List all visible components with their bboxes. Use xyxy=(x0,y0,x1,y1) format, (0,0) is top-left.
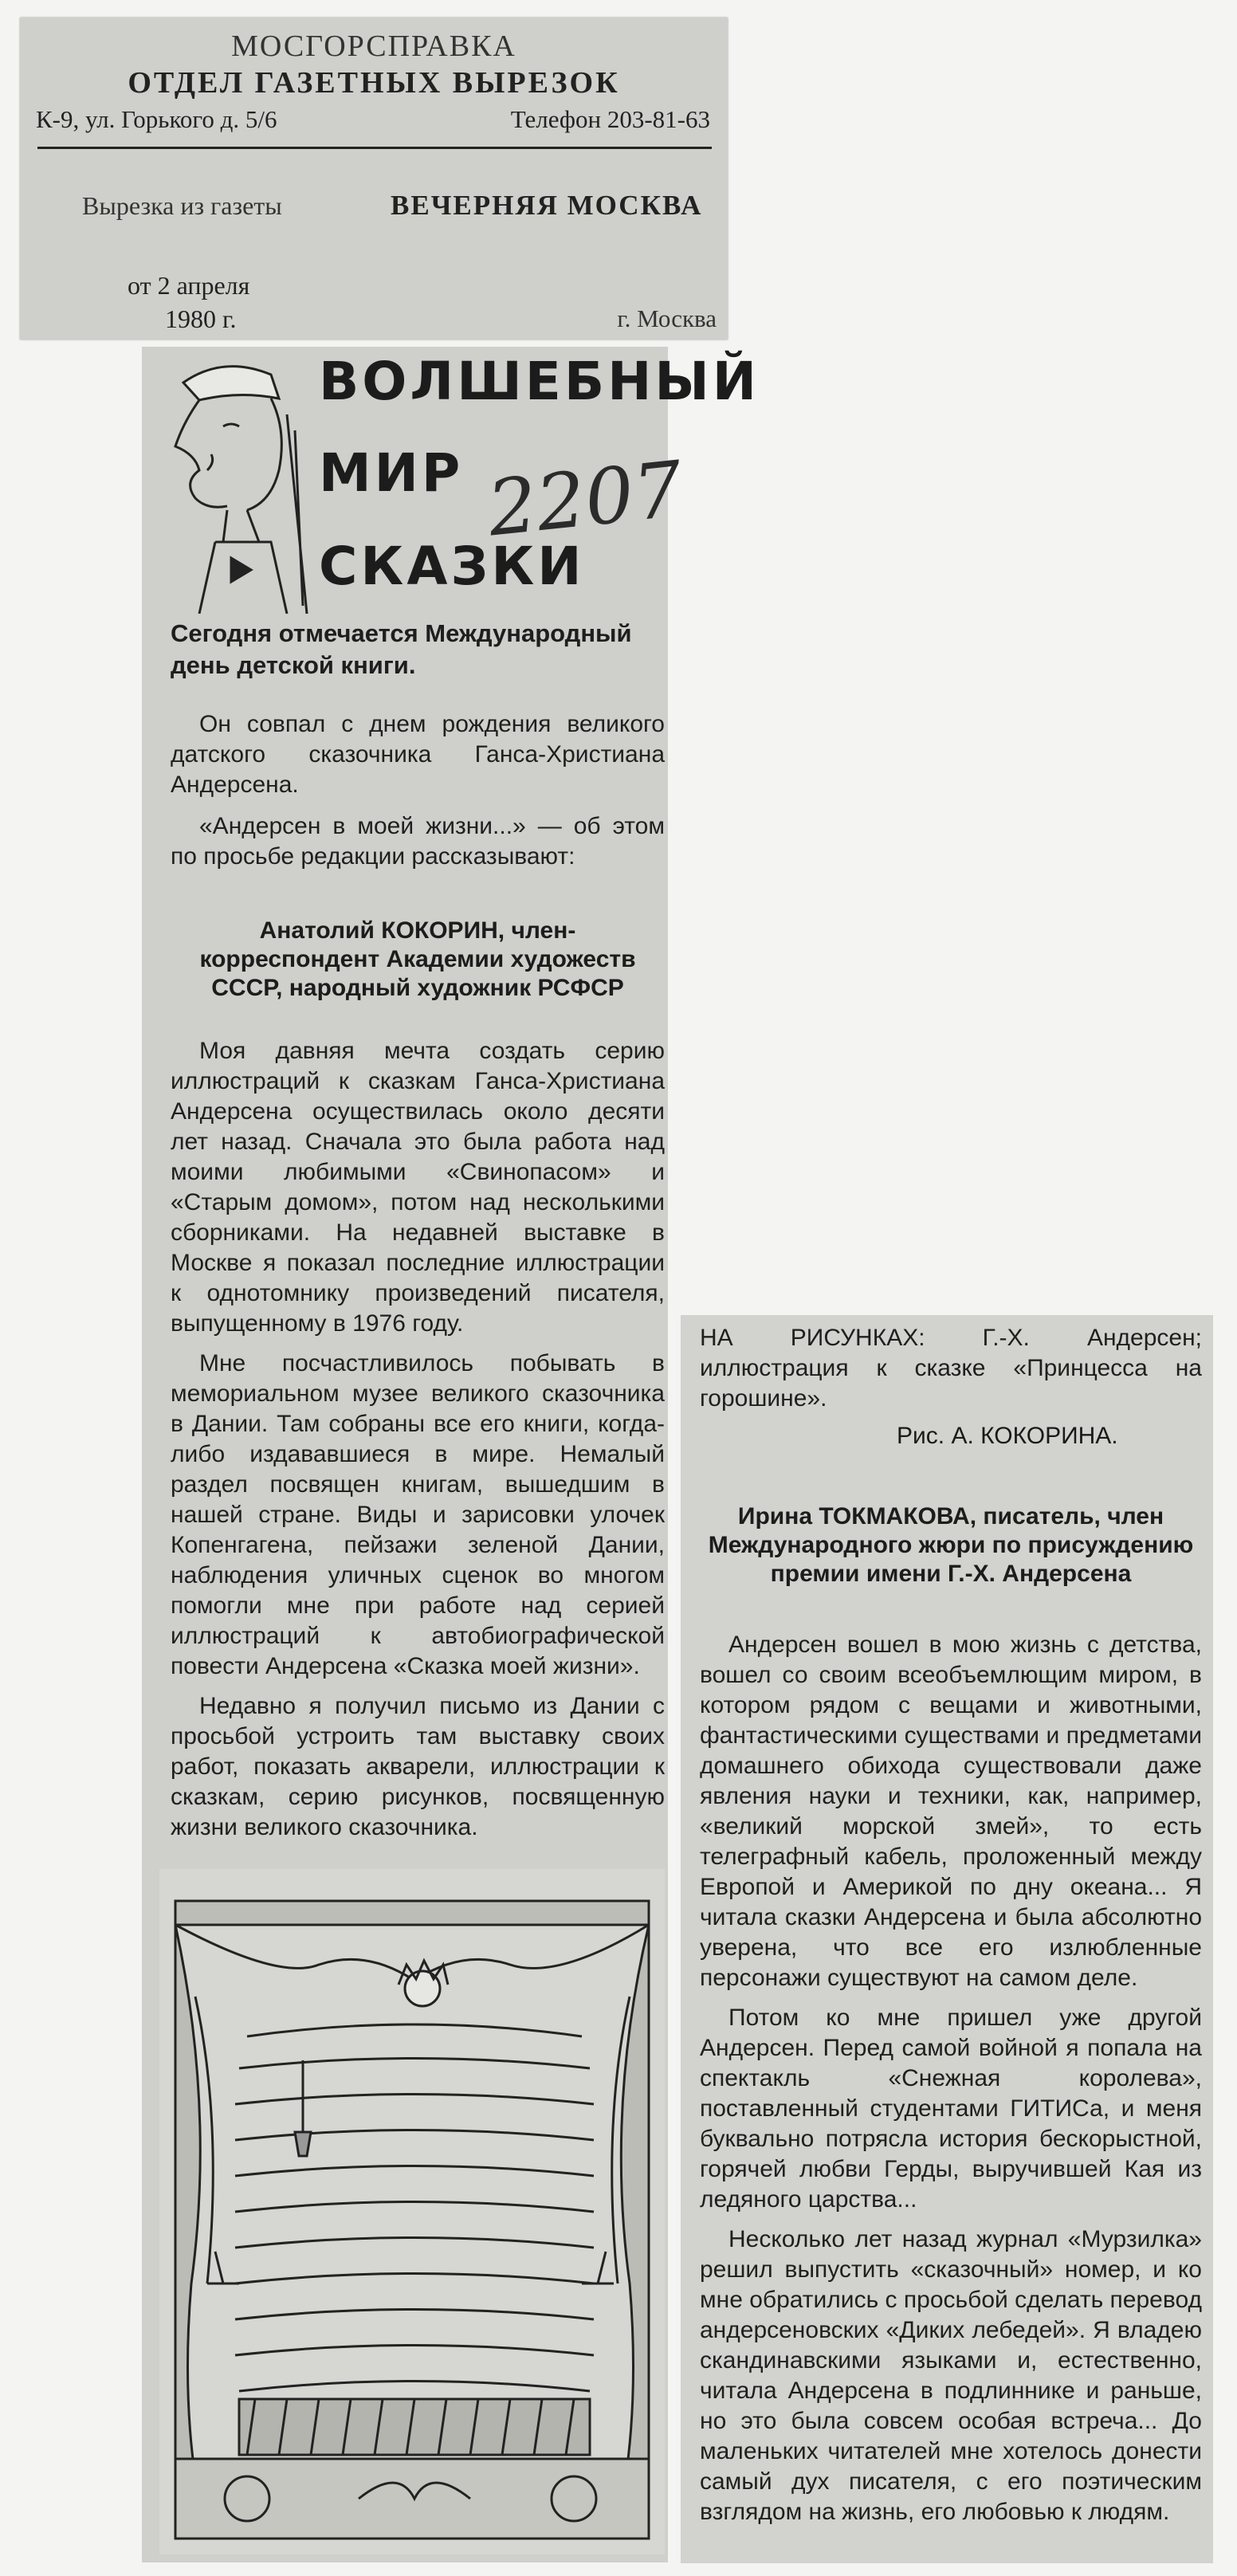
kokorin-text xyxy=(171,1036,665,1852)
stamp-city: г. Москва xyxy=(617,304,717,332)
byline-tokmakova: Ирина ТОКМАКОВА, писатель, член Международного жюри по присуждению премии имени Г.-Х. Андерсена xyxy=(708,1503,1194,1587)
kokorin-paragraph: Моя давняя мечта создать серию иллюстраций к сказкам Ганса-Христиана Андерсена осуществилась около десяти лет назад. Сначала это была работа над моими любимыми «Свинопасом» и «Старым домом», потом над несколькими сборниками. На недавней выставке в Москве я показал последние иллюстрации к однотомнику произведений писателя, выпущенному в 1976 году. xyxy=(171,1038,665,1337)
article-intro xyxy=(171,709,665,883)
archive-stamp xyxy=(20,18,728,340)
stamp-year: 1980 г. xyxy=(165,304,237,333)
kokorin-paragraph: Мне посчастливилось побывать в мемориальном музее великого сказочника в Дании. Там собраны все его книги, когда-либо издававшиеся в мире. Немалый раздел посвящен книгам, вышедшим в нашей стране. Виды и зарисовки улочек Копенгагена, пейзажи зеленой Дании, наблюдения уличных сценок во многом помогли мне при работе над серией иллюстраций к автобиографической повести Андерсена «Сказка моей жизни». xyxy=(171,1350,665,1679)
stamp-phone: Телефон 203-81-63 xyxy=(510,105,710,133)
andersen-portrait-sketch xyxy=(151,351,311,614)
stamp-address: К-9, ул. Горького д. 5/6 xyxy=(36,105,277,133)
stamp-divider xyxy=(37,147,712,149)
intro-paragraph: «Андерсен в моей жизни...» — об этом по просьбе редакции рассказывают: xyxy=(171,813,665,870)
stamp-dept: ОТДЕЛ ГАЗЕТНЫХ ВЫРЕЗОК xyxy=(128,66,620,100)
byline-kokorin: Анатолий КОКОРИН, член-корреспондент Академии художеств СССР, народный художник РСФСР xyxy=(199,917,636,1001)
article-lead: Сегодня отмечается Международный день детской книги. xyxy=(171,619,632,679)
handwritten-number: 2207 xyxy=(483,444,687,554)
caption-signature: Рис. А. КОКОРИНА. xyxy=(897,1423,1118,1449)
stamp-newspaper: ВЕЧЕРНЯЯ МОСКВА xyxy=(391,190,703,221)
headline-line-3: СКАЗКИ xyxy=(319,536,585,597)
tokmakova-text xyxy=(700,1630,1202,2537)
headline-line-1: ВОЛШЕБНЫЙ xyxy=(319,351,760,412)
stamp-date: от 2 апреля xyxy=(128,271,250,300)
tokmakova-paragraph: Потом ко мне пришел уже другой Андерсен. Перед самой войной я попала на спектакль «Снежная королева», поставленный студентами ГИТИСа, и меня буквально потрясла история бескорыстной, горячей любви Герды, выручившей Кая из ледяного царства... xyxy=(700,2005,1202,2213)
tokmakova-paragraph: Андерсен вошел в мою жизнь с детства, вошел со своим всеобъемлющим миром, в котором рядом с вещами и животными, фантастическими существами и предметами домашнего обихода существовали даже явления науки и техники, как, например, «великий морской змей», то есть телеграфный кабель, проложенный между Европой и Америкой по дну океана... Я читала сказки Андерсена и была абсолютно уверена, что все его излюбленные персонажи существуют на самом деле. xyxy=(700,1632,1202,1991)
stamp-cut-label: Вырезка из газеты xyxy=(82,191,282,220)
princess-and-pea-illustration xyxy=(159,1869,665,2554)
illustration-caption: НА РИСУНКАХ: Г.-Х. Андерсен; иллюстрация к сказке «Принцесса на горошине». xyxy=(700,1325,1202,1412)
intro-paragraph: Он совпал с днем рождения великого датского сказочника Ганса-Христиана Андерсена. xyxy=(171,711,665,798)
stamp-org: МОСГОРСПРАВКА xyxy=(231,29,516,63)
headline-line-2: МИР xyxy=(319,442,464,504)
tokmakova-paragraph: Несколько лет назад журнал «Мурзилка» решил выпустить «сказочный» номер, и ко мне обратились с просьбой сделать перевод андерсеновских «Диких лебедей». Я владею скандинавскими языками и, естественно, читала Андерсена в подлиннике и раньше, но это была совсем особая встреча... До маленьких читателей мне хотелось донести самый дух писателя, с его поэтическим взглядом на жизнь, его любовью к людям. xyxy=(700,2226,1202,2525)
kokorin-paragraph: Недавно я получил письмо из Дании с просьбой устроить там выставку своих работ, показать акварели, иллюстрации к сказкам, серию рисунков, посвященную жизни великого сказочника. xyxy=(171,1693,665,1840)
